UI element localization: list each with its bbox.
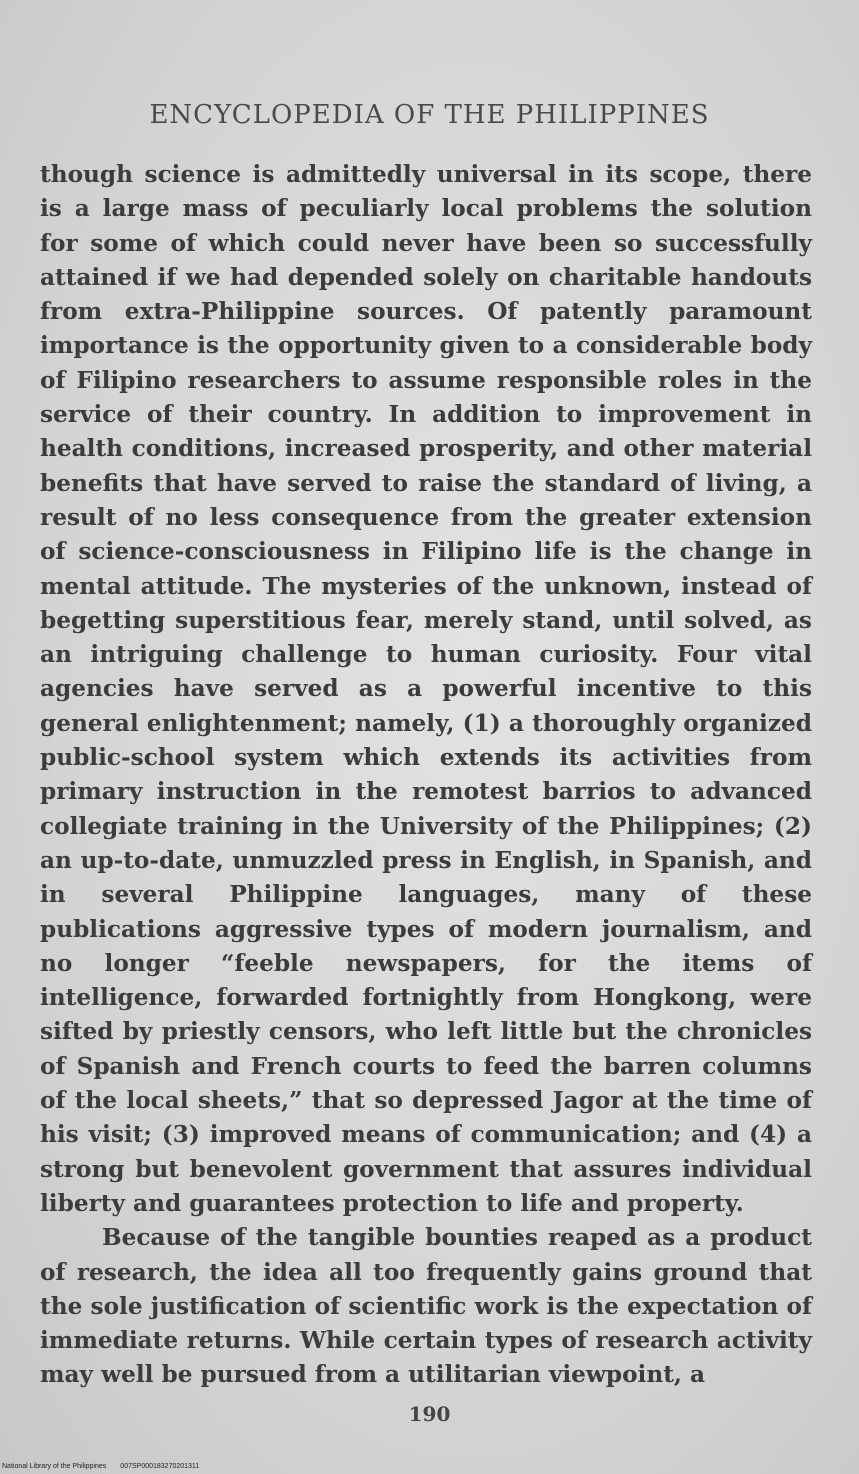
page-number: 190 xyxy=(408,1402,451,1426)
running-header: ENCYCLOPEDIA OF THE PHILIPPINES xyxy=(149,100,710,130)
body-text xyxy=(40,158,812,1393)
paragraph: Because of the tangible bounties reaped as a product of research, the idea all too frequently gains ground that the sole justification of scientific work is the expectation of immediate returns. While certain types of research activity may well be pursued from a utilitarian viewpoint, a xyxy=(40,1224,812,1389)
scan-credit xyxy=(2,1463,199,1470)
library-credit: National Library of the Philippines xyxy=(2,1463,107,1470)
paragraph: though science is admittedly universal in its scope, there is a large mass of peculiarly local problems the solution for some of which could never have been so successfully attained if we had depended solely on charitable handouts from extra-Philippine sources. Of patently paramount importance is the opportunity given to a considerable body of Filipino researchers to assume responsible roles in the service of their country. In addition to improvement in health conditions, increased prosperity, and other material benefits that have served to raise the standard of living, a result of no less consequence from the greater extension of science-consciousness in Filipino life is the change in mental attitude. The mysteries of the unknown, instead of begetting superstitious fear, merely stand, until solved, as an intriguing challenge to human curiosity. Four vital agencies have served as a powerful incentive to this general enlightenment; namely, (1) a thoroughly organized public-school system which extends its activities from primary instruction in the remotest barrios to advanced collegiate training in the University of the Philippines; (2) an up-to-date, unmuzzled press in English, in Spanish, and in several Philippine languages, many of these publications aggressive types of modern journalism, and no longer “feeble newspapers, for the items of intelligence, forwarded fortnightly from Hongkong, were sifted by priestly censors, who left little but the chronicles of Spanish and French courts to feed the barren columns of the local sheets,” that so depressed Jagor at the time of his visit; (3) improved means of communication; and (4) a strong but benevolent government that assures individual liberty and guarantees protection to life and property. xyxy=(40,161,812,1217)
scan-barcode: 007SP000183270201311 xyxy=(120,1463,200,1470)
